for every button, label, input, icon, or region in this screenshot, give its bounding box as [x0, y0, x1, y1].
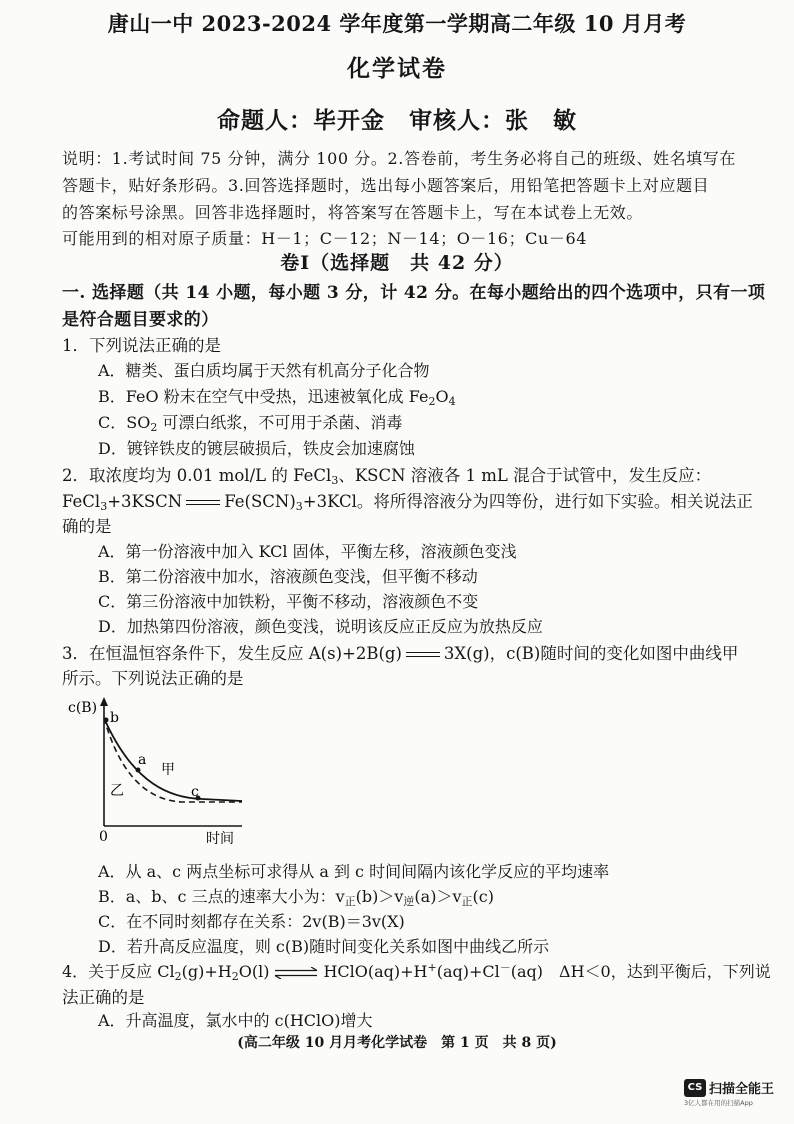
curve-yi-label: 乙	[110, 783, 124, 799]
subject-title: 化学试卷	[347, 55, 447, 82]
exam-title: 唐山一中 2023-2024 学年度第一学期高二年级 10 月月考	[107, 11, 687, 36]
y-axis-label: c(B)	[68, 700, 98, 716]
concentration-time-graph	[64, 694, 254, 844]
scanner-watermark	[684, 1077, 775, 1107]
q3-stem-line-2: 所示。下列说法正确的是	[62, 669, 244, 688]
q3-option-d: D．若升高反应温度，则 c(B)随时间变化关系如图中曲线乙所示	[98, 937, 550, 956]
y-axis-arrow	[100, 697, 108, 706]
section-title: 卷Ⅰ（选择题 共 42 分）	[280, 252, 514, 274]
q4-stem-line-1: 4．关于反应 $Cl_2(g)+H_2O(l)$ HClO(aq)+H+(aq)+Cl－(aq) ΔH＜0，达到平衡后，下列说	[62, 961, 771, 983]
q2-option-c: C．第三份溶液中加铁粉，平衡不移动，溶液颜色不变	[98, 592, 479, 611]
q2-equation-line: FeCl$_3$+3KSCN $Fe(SCN)_3+3KCl$。将所得溶液分为四等份，进行如下实验。相关说法正	[62, 492, 753, 513]
scanner-tagline: 3亿人都在用的扫描App	[684, 1099, 753, 1107]
q3-option-c: C．在不同时刻都存在关系：2v(B)＝3v(X)	[98, 912, 405, 931]
q3-option-a: A．从 a、c 两点坐标可求得从 a 到 c 时间间隔内该化学反应的平均速率	[98, 862, 610, 881]
equilibrium-sign	[186, 498, 220, 508]
equilibrium-sign	[406, 650, 440, 660]
q1-option-b: B．FeO 粉末在空气中受热，迅速被氧化成 $Fe_2O_4$	[98, 387, 456, 408]
q1-option-d: D．镀锌铁皮的镀层破损后，铁皮会加速腐蚀	[98, 439, 415, 458]
atomic-mass-line: 可能用到的相对原子质量：H－1；C－12；N－14；O－16；Cu－64	[62, 229, 588, 248]
instruction-line-3: 的答案标号涂黑。回答非选择题时，将答案写在答题卡上，写在本试卷上无效。	[62, 203, 644, 222]
point-a-dot	[136, 768, 141, 773]
q1-stem: 1．下列说法正确的是	[62, 336, 221, 355]
point-c-label: c	[191, 784, 199, 800]
camscanner-logo-icon: CS	[684, 1079, 706, 1097]
section-heading-line-1: 一. 选择题（共 14 小题，每小题 3 分，计 42 分。在每小题给出的四个选项中，只有一项	[62, 283, 766, 303]
q3-option-b: B．a、b、c 三点的速率大小为：$v_正(b)>v_逆(a)>v_正(c)$	[98, 887, 494, 908]
q4-stem-line-2: 法正确的是	[62, 988, 145, 1007]
origin-label: 0	[99, 829, 108, 844]
point-b-label: b	[110, 710, 119, 726]
q2-stem-line-1: 2．取浓度均为 0.01 mol/L 的 FeCl$_3$、KSCN 溶液各 1 mL 混合于试管中，发生反应：	[62, 466, 712, 487]
instruction-line-2: 答题卡，贴好条形码。3.回答选择题时，选出每小题答案后，用铅笔把答题卡上对应题目	[62, 176, 710, 195]
q1-option-a: A．糖类、蛋白质均属于天然有机高分子化合物	[98, 361, 430, 380]
reversible-arrow	[273, 967, 319, 979]
x-axis-label: 时间	[206, 831, 234, 844]
scanner-name: 扫描全能王	[709, 1082, 775, 1097]
point-a-label: a	[138, 752, 147, 768]
page-footer: (高二年级 10 月月考化学试卷 第 1 页 共 8 页)	[237, 1035, 557, 1051]
curve-jia-label: 甲	[161, 762, 175, 778]
section-heading-line-2: 是符合题目要求的）	[62, 310, 219, 330]
q1-option-c: C．$SO_2$ 可漂白纸浆，不可用于杀菌、消毒	[98, 413, 403, 434]
q2-option-b: B．第二份溶液中加水，溶液颜色变浅，但平衡不移动	[98, 567, 478, 586]
point-b-dot	[104, 718, 109, 723]
authors-line: 命题人：毕开金 审核人：张 敏	[217, 107, 577, 134]
q2-option-d: D．加热第四份溶液，颜色变浅，说明该反应正反应为放热反应	[98, 617, 543, 636]
q2-option-a: A．第一份溶液中加入 KCl 固体，平衡左移，溶液颜色变浅	[98, 542, 517, 561]
instruction-line-1: 说明：1.考试时间 75 分钟，满分 100 分。2.答卷前，考生务必将自己的班级、姓名填写在	[62, 149, 736, 168]
curve-yi	[104, 718, 242, 802]
q3-stem-line-1: 3．在恒温恒容条件下，发生反应 A(s)+2B(g) 3X(g)，c(B)随时间的变化如图中曲线甲	[62, 644, 739, 663]
curve-jia	[104, 718, 242, 801]
q4-option-a: A．升高温度，氯水中的 c(HClO)增大	[98, 1011, 373, 1030]
q2-stem-line-3: 确的是	[62, 517, 112, 536]
